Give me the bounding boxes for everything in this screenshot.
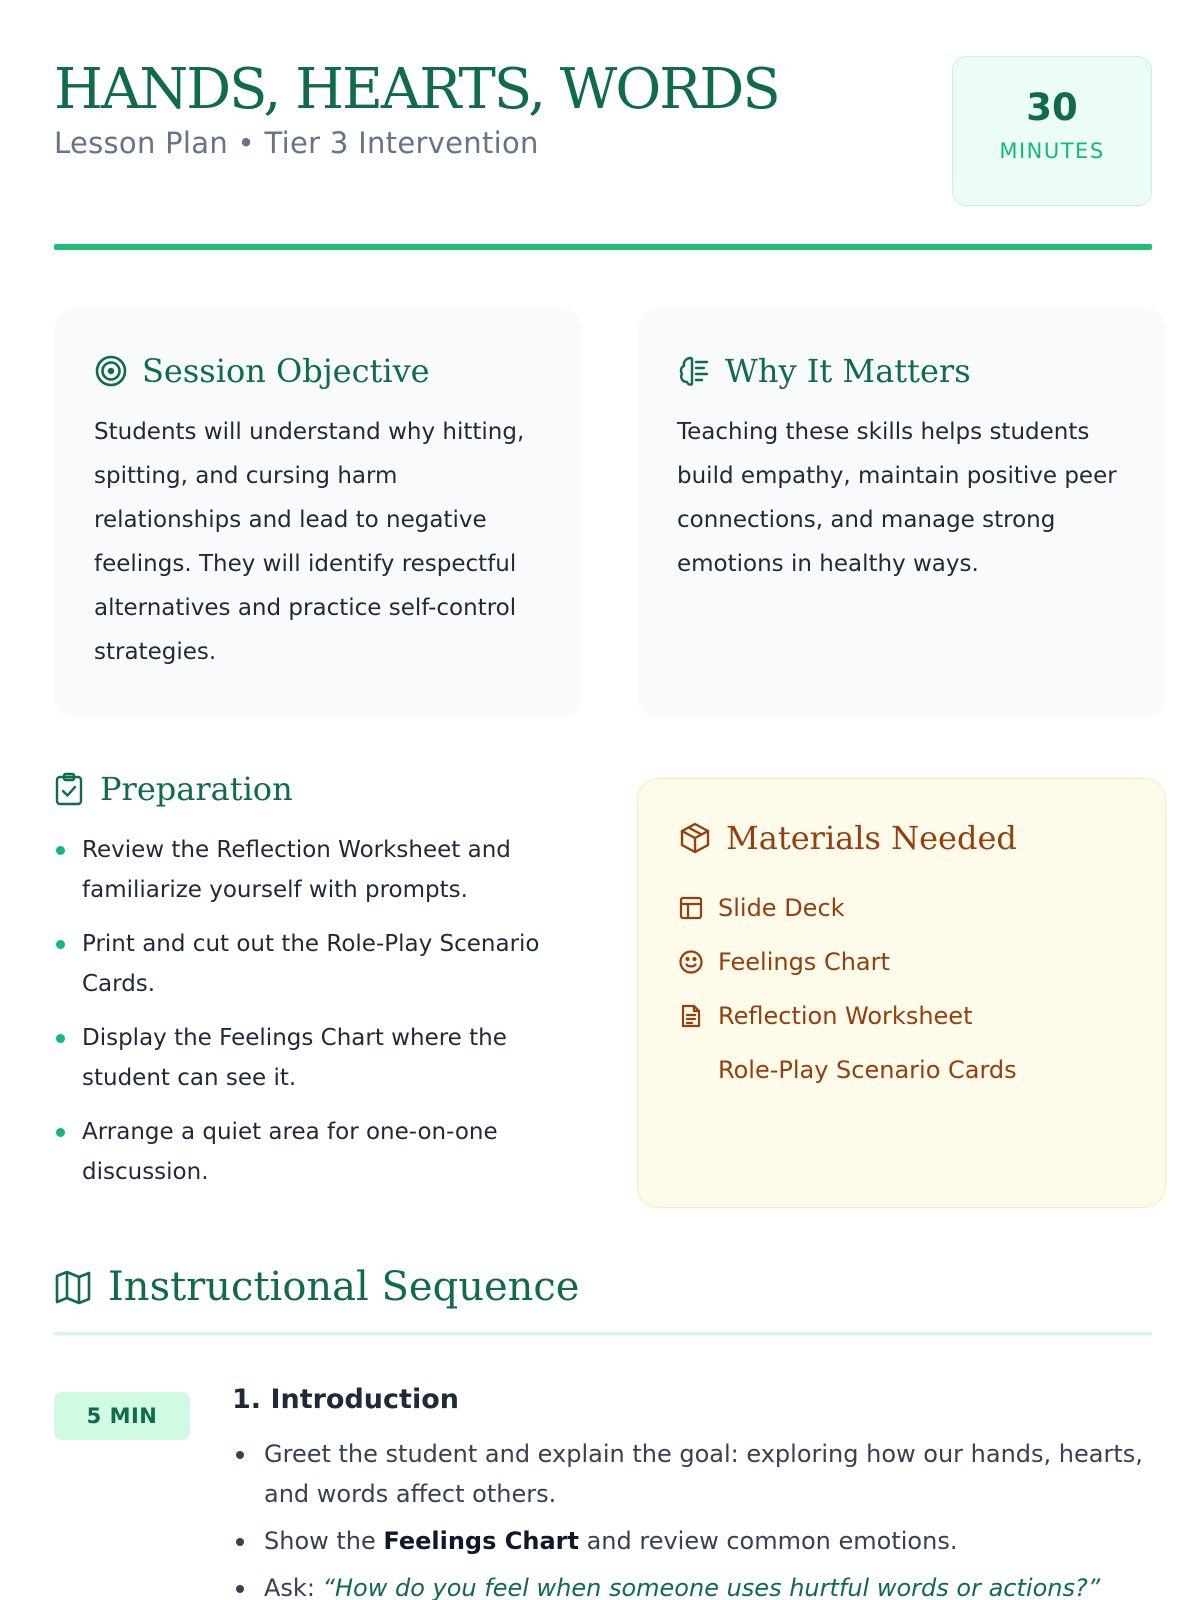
preparation-item-text: Review the Reflection Worksheet and familiarize yourself with prompts. bbox=[82, 837, 511, 903]
sequence-heading-label: Instructional Sequence bbox=[108, 1264, 580, 1310]
step-bullet-text: Ask: bbox=[264, 1574, 323, 1600]
file-text-icon bbox=[678, 1003, 704, 1029]
target-icon bbox=[94, 354, 128, 388]
material-item-role-play-cards bbox=[678, 1043, 1125, 1097]
step-bullet-list bbox=[232, 1434, 1152, 1600]
bullet-dot bbox=[56, 1034, 65, 1043]
step-bullet-quote: “How do you feel when someone uses hurtful words or actions?” bbox=[322, 1574, 1101, 1600]
preparation-item bbox=[54, 1112, 574, 1192]
why-card bbox=[637, 308, 1166, 718]
bullet-dot bbox=[236, 1585, 244, 1593]
step-introduction bbox=[232, 1380, 1152, 1600]
sequence-divider bbox=[54, 1332, 1152, 1335]
step-bullet bbox=[232, 1521, 1152, 1561]
why-text: Teaching these skills helps students build empathy, maintain positive peer connections, and manage strong emotions in healthy ways. bbox=[677, 419, 1117, 577]
bullet-dot bbox=[56, 846, 65, 855]
bullet-dot bbox=[236, 1451, 244, 1459]
duration-box bbox=[952, 56, 1152, 206]
objective-heading-label: Session Objective bbox=[142, 352, 430, 390]
bullet-dot bbox=[236, 1538, 244, 1546]
materials-heading-label: Materials Needed bbox=[726, 819, 1017, 857]
bullet-dot bbox=[56, 940, 65, 949]
preparation-section bbox=[54, 770, 574, 1206]
step-title: 1. Introduction bbox=[232, 1384, 459, 1415]
map-icon bbox=[54, 1268, 92, 1306]
preparation-item bbox=[54, 924, 574, 1004]
blank-icon-slot bbox=[678, 1057, 704, 1083]
materials-list bbox=[678, 881, 1125, 1097]
step-duration-badge: 5 MIN bbox=[54, 1392, 190, 1440]
step-bullet-text: Greet the student and explain the goal: exploring how our hands, hearts, and words affect others. bbox=[264, 1440, 1143, 1508]
package-icon bbox=[678, 821, 712, 855]
material-item-reflection-worksheet bbox=[678, 989, 1125, 1043]
material-item-slide-deck bbox=[678, 881, 1125, 935]
clipboard-check-icon bbox=[54, 772, 84, 806]
material-label: Slide Deck bbox=[718, 894, 845, 922]
step-bullet-emphasis: Feelings Chart bbox=[383, 1527, 579, 1555]
step-bullet-text: Show the bbox=[264, 1527, 384, 1555]
preparation-item-text: Display the Feelings Chart where the student can see it. bbox=[82, 1025, 507, 1091]
smile-icon bbox=[678, 949, 704, 975]
preparation-list bbox=[54, 830, 574, 1192]
preparation-item-text: Print and cut out the Role-Play Scenario Cards. bbox=[82, 931, 540, 997]
bullet-dot bbox=[56, 1128, 65, 1137]
preparation-heading bbox=[54, 770, 574, 808]
objective-heading bbox=[94, 352, 542, 390]
page-subtitle: Lesson Plan • Tier 3 Intervention bbox=[54, 126, 539, 160]
why-heading-label: Why It Matters bbox=[725, 352, 971, 390]
why-heading bbox=[677, 352, 1126, 390]
duration-unit: MINUTES bbox=[999, 139, 1105, 163]
material-label: Reflection Worksheet bbox=[718, 1002, 973, 1030]
layout-icon bbox=[678, 895, 704, 921]
preparation-heading-label: Preparation bbox=[100, 770, 293, 808]
sequence-heading bbox=[54, 1264, 1152, 1310]
preparation-item bbox=[54, 1018, 574, 1098]
materials-heading bbox=[678, 819, 1125, 857]
lesson-header bbox=[54, 56, 1152, 206]
material-item-feelings-chart bbox=[678, 935, 1125, 989]
brain-icon bbox=[677, 354, 711, 388]
duration-value: 30 bbox=[1026, 86, 1078, 129]
page-title: HANDS, HEARTS, WORDS bbox=[54, 57, 779, 122]
material-label: Feelings Chart bbox=[718, 948, 890, 976]
preparation-item-text: Arrange a quiet area for one-on-one discussion. bbox=[82, 1119, 498, 1185]
step-bullet bbox=[232, 1568, 1152, 1600]
material-label: Role-Play Scenario Cards bbox=[718, 1056, 1017, 1084]
header-divider bbox=[54, 244, 1152, 250]
materials-card bbox=[637, 778, 1166, 1208]
step-bullet-text: and review common emotions. bbox=[578, 1527, 958, 1555]
objective-card bbox=[54, 308, 582, 718]
step-bullet bbox=[232, 1434, 1152, 1514]
preparation-item bbox=[54, 830, 574, 910]
objective-text: Students will understand why hitting, spitting, and cursing harm relationships and lead to negative feelings. They will identify respectful alternatives and practice self-control strategies. bbox=[94, 419, 525, 665]
